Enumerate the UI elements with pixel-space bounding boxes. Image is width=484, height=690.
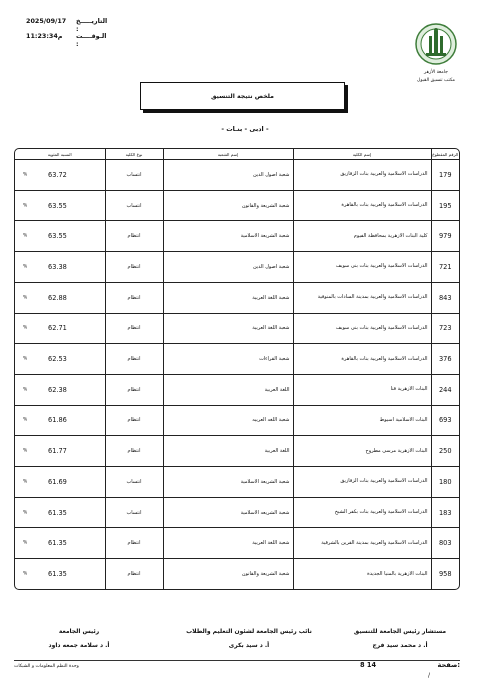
signature-title: نائب رئيس الجامعة لشئون التعليم والطلاب bbox=[186, 628, 312, 635]
cell-percent bbox=[15, 497, 105, 528]
cell-percent bbox=[15, 190, 105, 221]
percent-sign: % bbox=[23, 448, 28, 454]
cell-division: شعبة الشريعة الاسلامية bbox=[163, 467, 293, 498]
percent-value: 62.88 bbox=[48, 293, 67, 302]
date-label: التاريـــــخ : bbox=[76, 17, 108, 33]
table-row bbox=[15, 559, 459, 589]
cell-type: انتظام bbox=[105, 559, 163, 589]
cell-code: 979 bbox=[431, 221, 459, 252]
cell-code: 803 bbox=[431, 528, 459, 559]
table-row bbox=[15, 190, 459, 221]
percent-value: 62.53 bbox=[48, 355, 67, 364]
cell-faculty: الدراسات الاسلامية والعربية بنات بالقاهرة bbox=[293, 344, 431, 375]
percent-sign: % bbox=[23, 325, 28, 331]
university-logo bbox=[414, 22, 458, 66]
cell-code: 958 bbox=[431, 559, 459, 589]
report-title: ملخص نتيجة التنسيق bbox=[140, 82, 345, 110]
cell-faculty: البنات الازهرية بالمنيا الجديدة bbox=[293, 559, 431, 589]
footer-system-name: وحدة النظم المعلومات و الشبكات bbox=[14, 664, 79, 669]
percent-value: 62.38 bbox=[48, 385, 67, 394]
percent-sign: % bbox=[23, 479, 28, 485]
cell-faculty: الدراسات الاسلامية والعربية بمدينة السادات بالمنوفية bbox=[293, 282, 431, 313]
cell-faculty: الدراسات الاسلامية والعربية بنات بنى سويف bbox=[293, 252, 431, 283]
percent-value: 61.77 bbox=[48, 447, 67, 456]
cell-percent bbox=[15, 467, 105, 498]
cell-division: شعبة اللغة العربية bbox=[163, 528, 293, 559]
percent-sign: % bbox=[23, 356, 28, 362]
percent-sign: % bbox=[23, 571, 28, 577]
percent-value: 61.35 bbox=[48, 570, 67, 579]
cell-code: 723 bbox=[431, 313, 459, 344]
cell-percent bbox=[15, 282, 105, 313]
cell-code: 180 bbox=[431, 467, 459, 498]
percent-value: 63.55 bbox=[48, 201, 67, 210]
university-name: جامعة الأزهر bbox=[424, 70, 448, 75]
cell-percent bbox=[15, 436, 105, 467]
cell-percent bbox=[15, 313, 105, 344]
cell-type: انتساب bbox=[105, 160, 163, 191]
date-value: 2025/09/17 bbox=[26, 17, 67, 25]
table-row bbox=[15, 344, 459, 375]
time-value: 11:23:34م bbox=[26, 32, 63, 40]
cell-type: انتظام bbox=[105, 374, 163, 405]
cell-percent bbox=[15, 374, 105, 405]
footer-divider bbox=[14, 660, 460, 661]
percent-sign: % bbox=[23, 540, 28, 546]
cell-type: انتظام bbox=[105, 282, 163, 313]
cell-percent bbox=[15, 405, 105, 436]
table-row bbox=[15, 160, 459, 191]
cell-division: شعبة الشريعة والقانون bbox=[163, 190, 293, 221]
table-row bbox=[15, 221, 459, 252]
cell-code: 250 bbox=[431, 436, 459, 467]
percent-value: 63.38 bbox=[48, 262, 67, 271]
time-label: الـوقــــت : bbox=[76, 32, 107, 48]
cell-faculty: البنات الازهرية مرسى مطروح bbox=[293, 436, 431, 467]
signature-title: رئيس الجامعة bbox=[58, 628, 100, 635]
cell-type: انتظام bbox=[105, 528, 163, 559]
cell-type: انتساب bbox=[105, 497, 163, 528]
table-row bbox=[15, 252, 459, 283]
cell-division: شعبة اصول الدين bbox=[163, 252, 293, 283]
col-header-code: الرقم المقطوع bbox=[431, 149, 459, 160]
cell-percent bbox=[15, 528, 105, 559]
cell-code: 843 bbox=[431, 282, 459, 313]
signatures bbox=[14, 628, 460, 658]
percent-sign: % bbox=[23, 233, 28, 239]
percent-value: 61.35 bbox=[48, 508, 67, 517]
percent-sign: % bbox=[23, 387, 28, 393]
cell-faculty: البنات الازهرية قنا bbox=[293, 374, 431, 405]
cell-type: انتظام bbox=[105, 221, 163, 252]
col-header-division: إسم الشعبة bbox=[163, 149, 293, 160]
signature-title: مستشار رئيس الجامعة للتنسيق bbox=[353, 628, 447, 635]
cell-division: شعبة القراءات bbox=[163, 344, 293, 375]
section-label: - ادبى - بنـات - bbox=[221, 125, 269, 133]
table-row bbox=[15, 467, 459, 498]
cell-faculty: الدراسات الاسلامية والعربية بنات الزقازيق bbox=[293, 160, 431, 191]
cell-type: انتظام bbox=[105, 405, 163, 436]
cell-percent bbox=[15, 221, 105, 252]
table-row bbox=[15, 313, 459, 344]
col-header-faculty: إسم الكلية bbox=[293, 149, 431, 160]
cell-code: 183 bbox=[431, 497, 459, 528]
page-label: صفحة: bbox=[437, 661, 460, 669]
cell-division: شعبة اللغة العربية bbox=[163, 282, 293, 313]
table-row bbox=[15, 528, 459, 559]
cell-faculty: الدراسات الاسلامية والعربية بنات بنى سويف bbox=[293, 313, 431, 344]
signature-coordination bbox=[340, 628, 460, 649]
cell-faculty: الدراسات الاسلامية والعربية بنات بالقاهرة bbox=[293, 190, 431, 221]
table-row bbox=[15, 436, 459, 467]
percent-value: 62.71 bbox=[48, 324, 67, 333]
signature-vice-president bbox=[174, 628, 324, 649]
percent-value: 61.86 bbox=[48, 416, 67, 425]
page-number: 8 14 bbox=[360, 661, 377, 669]
cell-code: 693 bbox=[431, 405, 459, 436]
percent-value: 61.69 bbox=[48, 477, 67, 486]
percent-value: 63.55 bbox=[48, 232, 67, 241]
cell-type: انتساب bbox=[105, 467, 163, 498]
cell-faculty: البنات الاسلامية اسيوط bbox=[293, 405, 431, 436]
results-table bbox=[14, 148, 460, 590]
cell-code: 195 bbox=[431, 190, 459, 221]
cell-division: شعبة اللغة العربية bbox=[163, 313, 293, 344]
col-header-percent: النسبة المئوية bbox=[15, 149, 105, 160]
table-row bbox=[15, 282, 459, 313]
page-slash: / bbox=[428, 672, 431, 679]
percent-value: 63.72 bbox=[48, 170, 67, 179]
cell-percent bbox=[15, 160, 105, 191]
cell-division: اللغة العربية bbox=[163, 374, 293, 405]
percent-value: 61.35 bbox=[48, 539, 67, 548]
cell-faculty: الدراسات الاسلامية والعربية بنات الزقازيق bbox=[293, 467, 431, 498]
cell-division: شعبة اللغه العربيه bbox=[163, 405, 293, 436]
table-row bbox=[15, 374, 459, 405]
percent-sign: % bbox=[23, 264, 28, 270]
cell-division: اللغة العربية bbox=[163, 436, 293, 467]
percent-sign: % bbox=[23, 203, 28, 209]
cell-division: شعبة اصول الدين bbox=[163, 160, 293, 191]
signature-name: أ. د محمد سيد فرج bbox=[372, 642, 428, 649]
cell-division: شعبة الشريعة الاسلامية bbox=[163, 221, 293, 252]
cell-percent bbox=[15, 559, 105, 589]
table-row bbox=[15, 405, 459, 436]
percent-sign: % bbox=[23, 510, 28, 516]
cell-faculty: الدراسات الاسلامية والعربية بمدينة القرين بالشرقية bbox=[293, 528, 431, 559]
cell-type: انتظام bbox=[105, 344, 163, 375]
cell-type: انتظام bbox=[105, 313, 163, 344]
col-header-type: نوع الكلية bbox=[105, 149, 163, 160]
cell-percent bbox=[15, 252, 105, 283]
table-header-row bbox=[15, 149, 459, 160]
percent-sign: % bbox=[23, 295, 28, 301]
cell-type: انتظام bbox=[105, 252, 163, 283]
percent-sign: % bbox=[23, 417, 28, 423]
table-row bbox=[15, 497, 459, 528]
cell-type: انتساب bbox=[105, 190, 163, 221]
cell-division: شعبة الشريعة والقانون bbox=[163, 559, 293, 589]
signature-president bbox=[14, 628, 144, 649]
cell-division: شعبة الشريعه الاسلامية bbox=[163, 497, 293, 528]
percent-sign: % bbox=[23, 172, 28, 178]
cell-type: انتظام bbox=[105, 436, 163, 467]
signature-name: أ. د سيد بكرى bbox=[228, 642, 270, 649]
cell-code: 244 bbox=[431, 374, 459, 405]
cell-percent bbox=[15, 344, 105, 375]
cell-code: 179 bbox=[431, 160, 459, 191]
signature-name: أ. د سلامة جمعه داود bbox=[48, 642, 110, 649]
cell-code: 721 bbox=[431, 252, 459, 283]
office-name: مكتب تنسيق القبول bbox=[417, 78, 455, 83]
cell-faculty: الدراسات الاسلامية والعربية بنات بكفر الشيخ bbox=[293, 497, 431, 528]
cell-faculty: كلية البنات الازهرية بمحافظة الفيوم bbox=[293, 221, 431, 252]
cell-code: 376 bbox=[431, 344, 459, 375]
